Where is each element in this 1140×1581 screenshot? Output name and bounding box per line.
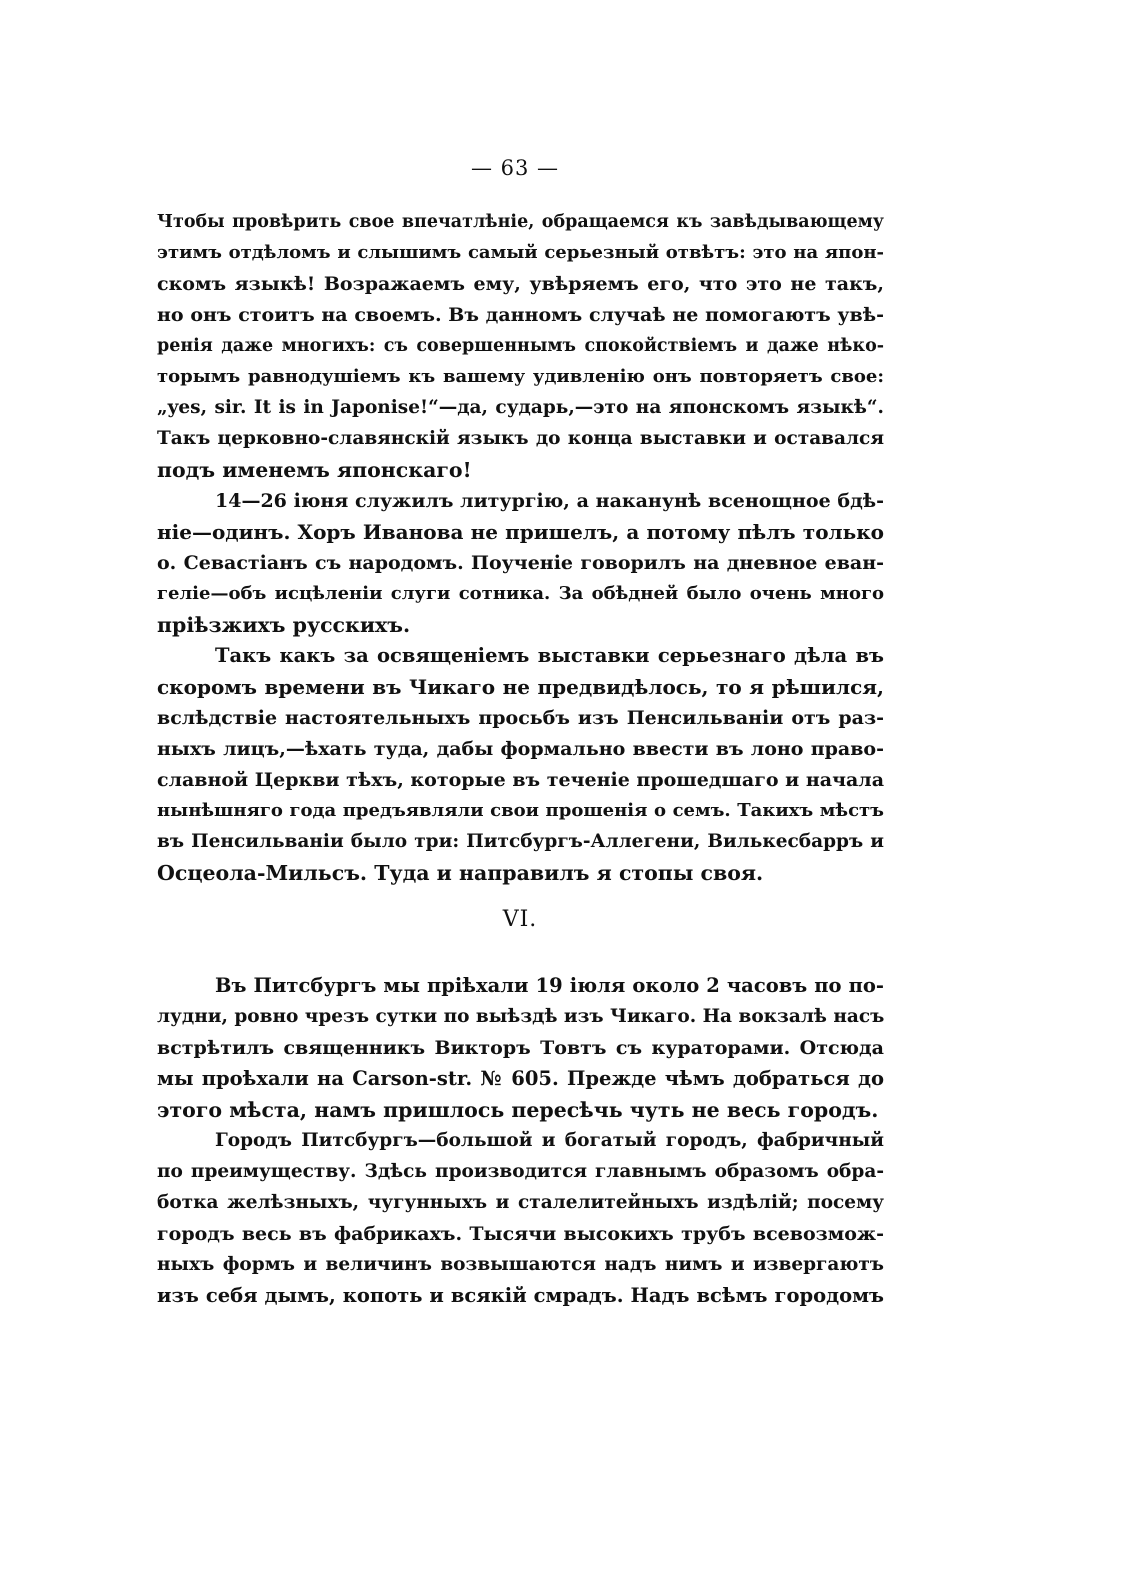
text-line: встрѣтилъ священникъ Викторъ Товтъ съ кураторами. Отсюда <box>157 1037 884 1059</box>
text-line: Такъ церковно-славянскій языкъ до конца выставки и оставался <box>157 428 884 449</box>
text-line: Чтобы провѣрить свое впечатлѣніе, обращаемся къ завѣдывающему <box>157 212 884 232</box>
text-line: скоромъ времени въ Чикаго не предвидѣлось, то я рѣшился, <box>157 675 884 699</box>
text-line: ботка желѣзныхъ, чугунныхъ и сталелитейныхъ издѣлій; посему <box>157 1192 884 1213</box>
text-line: но онъ стоитъ на своемъ. Въ данномъ случаѣ не помогаютъ увѣ- <box>157 304 884 326</box>
page-number: — 63 — <box>470 156 560 180</box>
text-line: 14—26 іюня служилъ литургію, а наканунѣ всенощное бдѣ- <box>215 490 884 512</box>
text-line: ныхъ формъ и величинъ возвышаются надъ нимъ и извергаютъ <box>157 1254 884 1275</box>
text-line: славной Церкви тѣхъ, которые въ теченіе прошедшаго и начала <box>157 769 884 791</box>
text-line: о. Севастіанъ съ народомъ. Поученіе говорилъ на дневное еван- <box>157 552 884 574</box>
text-line: пріѣзжихъ русскихъ. <box>157 613 411 637</box>
text-line: Такъ какъ за освященіемъ выставки серьезнаго дѣла въ <box>215 644 884 667</box>
text-line: „yes, sir. It is in Japonise!“—да, сударь,—это на японскомъ языкѣ“. <box>157 397 884 418</box>
text-line: Въ Питсбургъ мы пріѣхали 19 іюля около 2 часовъ по по- <box>215 974 884 997</box>
section-heading: VI. <box>502 907 538 932</box>
text-line: вслѣдствіе настоятельныхъ просьбъ изъ Пенсильваніи отъ раз- <box>157 707 884 729</box>
text-line: ныхъ лицъ,—ѣхать туда, дабы формально ввести въ лоно право- <box>157 738 884 760</box>
text-line: изъ себя дымъ, копоть и всякій смрадъ. Надъ всѣмъ городомъ <box>157 1284 884 1307</box>
text-line: подъ именемъ японскаго! <box>157 458 472 482</box>
text-line: этимъ отдѣломъ и слышимъ самый серьезный отвѣтъ: это на япон- <box>157 242 884 263</box>
text-line: городъ весь въ фабрикахъ. Тысячи высокихъ трубъ всевозмож- <box>157 1223 884 1245</box>
text-line: въ Пенсильваніи было три: Питсбургъ-Аллегени, Вилькесбарръ и <box>157 831 884 852</box>
text-line: ніе—одинъ. Хоръ Иванова не пришелъ, а потому пѣлъ только <box>157 520 884 544</box>
text-line: лудни, ровно чрезъ сутки по выѣздѣ изъ Чикаго. На вокзалѣ насъ <box>157 1006 884 1027</box>
text-line: скомъ языкѣ! Возражаемъ ему, увѣряемъ его, что это не такъ, <box>157 273 884 295</box>
text-line: Осцеола-Мильсъ. Туда и направилъ я стопы своя. <box>157 861 764 885</box>
text-line: по преимуществу. Здѣсь производится главнымъ образомъ обра- <box>157 1161 884 1182</box>
text-line: геліе—объ исцѣленіи слуги сотника. За обѣдней было очень много <box>157 583 884 604</box>
text-line: ренія даже многихъ: съ совершеннымъ спокойствіемъ и даже нѣко- <box>157 336 884 356</box>
text-line: Городъ Питсбургъ—большой и богатый городъ, фабричный <box>215 1130 884 1151</box>
text-line: мы проѣхали на Carson-str. № 605. Прежде чѣмъ добраться до <box>157 1067 884 1090</box>
text-line: торымъ равнодушіемъ къ вашему удивленію онъ повторяетъ свое: <box>157 366 884 387</box>
text-line: этого мѣста, намъ пришлось пересѣчь чуть не весь городъ. <box>157 1098 879 1122</box>
text-line: нынѣшняго года предъявляли свои прошенія о семъ. Такихъ мѣстъ <box>157 800 884 821</box>
